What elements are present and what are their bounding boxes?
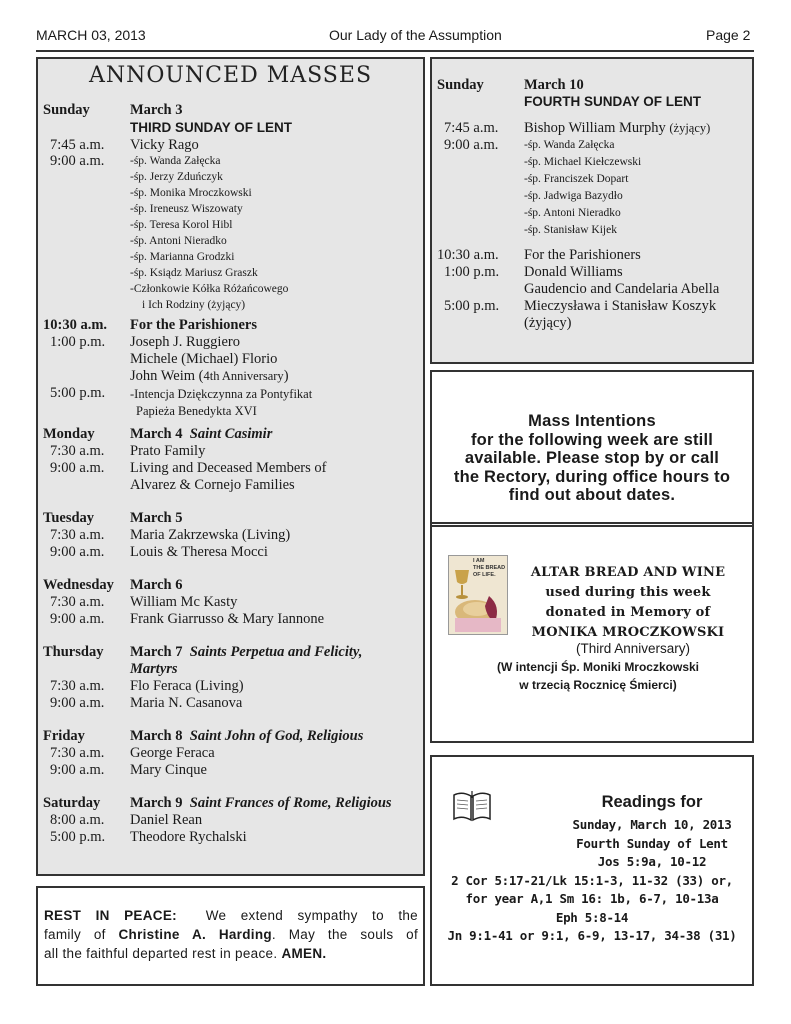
intention-item: -śp. Antoni Nieradko [130,235,227,247]
intention-item: -śp. Jerzy Zduńczyk [130,171,223,183]
mass-time: 10:30 a.m. [43,317,108,333]
mass-time: 7:30 a.m. [50,678,105,694]
intention-item: -śp. Ksiądz Mariusz Graszk [130,267,258,279]
altar-line: donated in Memory of [545,605,711,620]
intention-item: -śp. Teresa Korol Hibl [130,219,233,231]
mass-time: 9:00 a.m. [50,762,105,778]
day-label: Saturday [43,795,101,811]
saint-label: Saint John of God, Religious [189,728,364,744]
intention-item: -śp. Franciszek Dopart [524,173,629,185]
mass-intention: Frank Giarrusso & Mary Iannone [130,611,325,627]
mass-intention [524,120,710,137]
mass-intention: Mieczysława i Stanisław Koszyk [524,298,717,314]
reading-line: Fourth Sunday of Lent [576,835,728,851]
reading-line: Jn 9:1-41 or 9:1, 6-9, 13-17, 34-38 (31) [447,928,737,943]
header-page-number: Page 2 [706,27,751,43]
mass-intention: Michele (Michael) Florio [130,351,278,367]
altar-bread-text [512,563,744,643]
rest-in-peace-box [36,886,425,986]
date-label: March 3 [130,102,183,118]
mass-time: 7:30 a.m. [50,745,105,761]
date-label: March 7 [130,644,183,660]
mass-intention: Theodore Rychalski [130,829,247,845]
header-date: MARCH 03, 2013 [36,27,146,43]
readings-list [432,816,752,946]
rip-text-2a: family of [44,927,119,942]
announced-masses-box [36,57,425,876]
mass-intention: Prato Family [130,443,206,459]
sunday-march10-box [430,57,754,364]
intention-item: -śp. Michael Kiełczewski [524,156,642,168]
intention-item: -śp. Antoni Nieradko [524,207,621,219]
mass-time: 1:00 p.m. [50,334,106,350]
date-label: March 5 [130,510,183,526]
image-caption-line: THE BREAD [473,565,506,571]
image-caption [473,558,505,579]
day-label: Friday [43,728,85,744]
rip-text-3: all the faithful departed rest in peace. [44,946,282,961]
mass-intention: William Mc Kasty [130,594,238,610]
intention-item: -śp. Wanda Załęcka [130,155,221,167]
reading-line: 2 Cor 5:17-21/Lk 15:1-3, 11-32 (33) or, [451,872,733,888]
reading-line: Jos 5:9a, 10-12 [597,854,707,869]
mass-intention: Maria N. Casanova [130,695,243,711]
mass-time: 9:00 a.m. [50,544,105,560]
altar-line: used during this week [545,585,711,600]
anniversary-text: (Third Anniversary) [575,641,691,656]
rip-text-1: We extend sympathy to the [205,908,418,923]
intentions-line: find out about dates. [508,486,676,504]
close-paren: ) [283,368,289,384]
date-label: March 8 [130,728,183,744]
mass-intentions-box [430,370,754,527]
mass-intention: (żyjący) [524,315,572,331]
mass-intention: Alvarez & Cornejo Families [130,477,295,493]
mass-intention: -Intencja Dziękczynna za Pontyfikat [130,387,313,401]
living-note: (żyjący) [669,121,711,135]
intention-item: -śp. Jadwiga Bazydło [524,190,623,202]
anniversary-note: 4th Anniversary [203,369,284,383]
day-label: Tuesday [43,510,95,526]
mass-intention: For the Parishioners [524,247,641,263]
date-saint [130,426,272,443]
date-label: March 6 [130,577,183,593]
intention-name: Bishop William Murphy [524,120,666,136]
day-label: Sunday [43,102,90,118]
readings-box [430,755,754,986]
day-label: Wednesday [43,577,114,593]
mass-intention: Donald Williams [524,264,623,280]
header-parish: Our Lady of the Assumption [329,27,502,43]
readings-title: Readings for [601,793,703,811]
intention-item: -śp. Marianna Grodzki [130,251,235,263]
header-divider [36,50,754,52]
mass-intention: For the Parishioners [130,317,257,333]
polish-line: (W intencji Śp. Moniki Mroczkowski [496,660,700,674]
intention-item: -Członkowie Kółka Różańcowego [130,283,289,295]
saint-label: Saint Frances of Rome, Religious [189,795,392,811]
mass-time: 5:00 p.m. [50,385,106,401]
reading-line: Eph 5:8-14 [555,909,629,925]
mass-intention: Mary Cinque [130,762,207,778]
mass-intention: Vicky Rago [130,137,199,153]
saint-label: Saints Perpetua and Felicity, [189,644,363,660]
mass-time: 7:30 a.m. [50,527,105,543]
date-label: March 9 [130,795,183,811]
altar-bread-box [430,522,754,743]
mass-time: 9:00 a.m. [50,611,105,627]
day-label: Thursday [43,644,104,660]
reading-line: Sunday, March 10, 2013 [572,817,732,832]
mass-time: 7:45 a.m. [444,120,499,136]
reading-line: for year A,1 Sm 16: 1b, 6-7, 10-13a [465,891,719,906]
image-caption-line: OF LIFE. [473,572,496,578]
rip-amen: AMEN. [281,946,327,961]
date-saint [130,644,362,661]
intentions-line: available. Please stop by or call [464,449,720,467]
mass-intentions-text [432,412,752,505]
mass-intention: Flo Feraca (Living) [130,678,244,694]
mass-time: 7:45 a.m. [50,137,105,153]
bread-of-life-image [448,555,508,635]
date-label: March 4 [130,426,183,442]
mass-time: 7:30 a.m. [50,594,105,610]
mass-time: 9:00 a.m. [50,153,105,169]
deceased-name: Christine A. Harding [118,927,272,942]
rest-in-peace-text [44,906,418,963]
date-saint [130,728,363,745]
mass-intention: George Feraca [130,745,215,761]
rip-text-2b: . May the souls of [271,927,419,942]
intention-item: -śp. Monika Mroczkowski [130,187,252,199]
saint-label: Saint Casimir [189,426,273,442]
announced-masses-title: ANNOUNCED MASSES [88,63,373,88]
date-saint [130,795,392,812]
polish-dedication [452,658,744,694]
mass-time: 10:30 a.m. [437,247,499,263]
polish-line: w trzecią Rocznicę Śmierci) [519,678,677,692]
image-caption-line: I AM [473,558,485,564]
mass-intention: Daniel Rean [130,812,203,828]
mass-intention: Maria Zakrzewska (Living) [130,527,291,543]
day-label: Monday [43,426,95,442]
mass-intention: Louis & Theresa Mocci [130,544,268,560]
feast-label: FOURTH SUNDAY OF LENT [524,94,702,109]
intention-item: -śp. Ireneusz Wiszowaty [130,203,243,215]
altar-line: MONIKA MROCZKOWSKI [531,625,725,640]
mass-time: 9:00 a.m. [50,460,105,476]
mass-time: 9:00 a.m. [50,695,105,711]
mass-intention: Papieża Benedykta XVI [136,404,257,418]
mass-time: 9:00 a.m. [444,137,499,153]
intentions-line: the Rectory, during office hours to [453,467,731,486]
intention-item: -śp. Stanisław Kijek [524,224,617,236]
intentions-line: for the following week are still [470,430,714,449]
intentions-line: Mass Intentions [528,412,656,430]
mass-time: 8:00 a.m. [50,812,105,828]
mass-intention: Joseph J. Ruggiero [130,334,240,350]
mass-time: 7:30 a.m. [50,443,105,459]
mass-time: 5:00 p.m. [50,829,106,845]
day-label: Sunday [437,77,484,93]
altar-line: ALTAR BREAD AND WINE [530,565,726,580]
mass-time: 5:00 p.m. [444,298,500,314]
feast-label: THIRD SUNDAY OF LENT [130,120,293,135]
date-label: March 10 [524,77,584,93]
rip-label: REST IN PEACE: [44,908,177,923]
intention-item: -śp. Wanda Załęcka [524,139,615,151]
mass-time: 1:00 p.m. [444,264,500,280]
saint-label-cont: Martyrs [130,661,178,677]
mass-intention-anniversary [130,368,289,385]
mass-intention: Living and Deceased Members of [130,460,327,476]
intention-item: i Ich Rodziny (żyjący) [142,299,246,311]
intention-name: John Weim ( [130,368,204,384]
mass-intention: Gaudencio and Candelaria Abella [524,281,720,297]
